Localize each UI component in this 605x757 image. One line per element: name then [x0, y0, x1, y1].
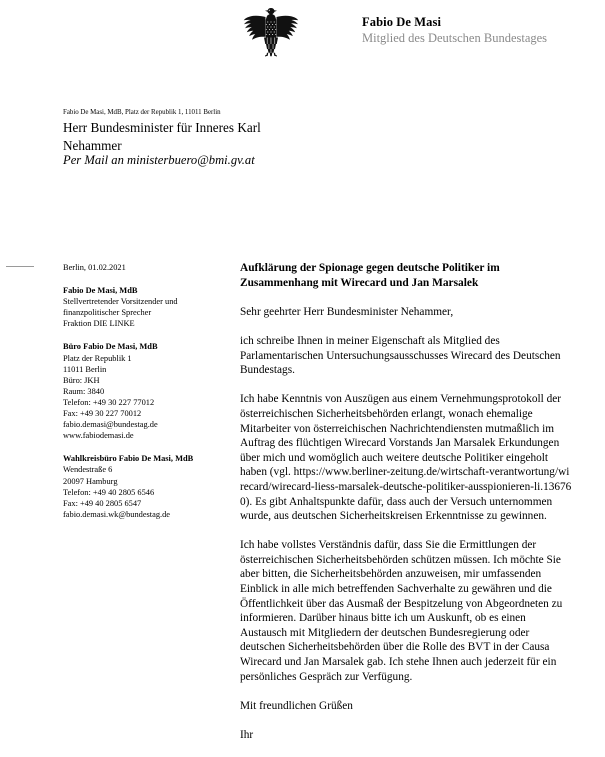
contact-group-title: Fabio De Masi, MdB: [63, 286, 138, 296]
contact-line-email: fabio.demasi@bundestag.de: [63, 420, 158, 430]
fold-mark: [6, 266, 34, 267]
contact-group-title: Wahlkreisbüro Fabio De Masi, MdB: [63, 454, 194, 464]
contact-line: Platz der Republik 1: [63, 353, 132, 363]
paragraph-2-text-before-link: Ich habe Kenntnis von Auszügen aus einem Vernehmungsprotokoll der österreichischen Sicherheitsbehörden erlangt, wonach ehemalige Mitarbeiter von österreichischen Nachrichtendiensten mutmaßlich im Auftrag des flüchtigen Wirecard Vorstands Jan Marsalek Erkundungen über mich und womöglich auch weitere deutsche Politiker eingeholt haben (vgl.: [240, 393, 562, 479]
letter-subject-line-2: Zusammenhang mit Wirecard und Jan Marsalek: [240, 276, 479, 289]
delivery-note: Per Mail an ministerbuero@bmi.gv.at: [63, 153, 255, 167]
letterhead: [0, 0, 605, 72]
contact-line-website: www.fabiodemasi.de: [63, 431, 134, 441]
letter-body: [240, 261, 572, 757]
contact-line-fax: Fax: +49 30 227 70012: [63, 409, 142, 419]
contact-line: finanzpolitischer Sprecher: [63, 308, 152, 318]
contact-line: Büro: JKH: [63, 375, 100, 385]
letter-paragraph-2: [240, 392, 572, 523]
letter-salutation: Sehr geehrter Herr Bundesminister Nehammer,: [240, 305, 454, 318]
letterhead-subtitle: Mitglied des Deutschen Bundestages: [362, 31, 548, 45]
letter-subject-line-1: Aufklärung der Spionage gegen deutsche Politiker im: [240, 262, 500, 274]
contact-line-phone: Telefon: +49 40 2805 6546: [63, 487, 155, 497]
contact-group-title: Büro Fabio De Masi, MdB: [63, 342, 158, 352]
contact-group-office-hamburg: [63, 453, 231, 520]
contact-line: 20097 Hamburg: [63, 476, 118, 486]
paragraph-2-text-after-link: . Es gibt Anhaltspunkte dafür, dass auch der Versuch unternommen wurde, aus deutschen Sicherheitskreisen Erkenntnisse zu gewinnen.: [240, 495, 553, 523]
sender-return-line: Fabio De Masi, MdB, Platz der Republik 1, 11011 Berlin: [63, 109, 221, 116]
contact-line: Stellvertretender Vorsitzender und: [63, 297, 178, 307]
contact-line-fax: Fax: +49 40 2805 6547: [63, 498, 142, 508]
contact-line: Fraktion DIE LINKE: [63, 319, 135, 329]
letter-date: Berlin, 01.02.2021: [63, 263, 126, 272]
letterhead-name: Fabio De Masi: [362, 15, 442, 29]
contact-line-phone: Telefon: +49 30 227 77012: [63, 397, 155, 407]
contact-line: 11011 Berlin: [63, 364, 107, 374]
recipient-line-2: Nehammer: [63, 137, 122, 153]
address-block: [63, 108, 393, 169]
berliner-zeitung-url: https://www.berliner-zeitung.de/wirtschaft-verantwortung/wirecard/wirecard-liess-marsalek-deutsche-politiker-ausspionieren-li.136760): [240, 466, 572, 508]
letter-closing: Mit freundlichen Grüßen: [240, 699, 353, 712]
contact-sidebar: [63, 262, 231, 532]
recipient-line-1: Herr Bundesminister für Inneres Karl: [63, 120, 261, 135]
contact-line: Wendestraße 6: [63, 465, 113, 475]
letter-paragraph-1: ich schreibe Ihnen in meiner Eigenschaft als Mitglied des Parlamentarischen Untersuchungsausschusses Wirecard des Deutschen Bundestags.: [240, 334, 561, 377]
contact-line-email: fabio.demasi.wk@bundestag.de: [63, 509, 171, 519]
contact-line: Raum: 3840: [63, 386, 105, 396]
letter-subject: [240, 261, 572, 290]
contact-group-member: [63, 285, 231, 329]
letter-paragraph-3: Ich habe vollstes Verständnis dafür, dass Sie die Ermittlungen der österreichischen Sicherheitsbehörden schützen müssen. Ich möchte Sie aber bitten, die Sicherheitsbehörden anzuweisen, mir umfassenden Einblick in alle mich betreffenden Sachverhalte zu gewähren und die Öffentlichkeit über das Ausmaß der Bespitzelung von Abgeordneten zu informieren. Darüber hinaus bitte ich um Auskunft, ob es einen Austausch mit Mitgliedern der deutschen Bundesregierung oder deutschen Sicherheitsbehörden über die Rolle des BVT in der Causa Wirecard und Jan Marsalek gab. Ich stehe Ihnen auch jederzeit für ein persönliches Gespräch zur Verfügung.: [240, 539, 563, 683]
letter-signoff: Ihr: [240, 729, 254, 741]
contact-group-office-berlin: [63, 341, 231, 441]
bundestag-eagle-emblem: [243, 6, 299, 58]
